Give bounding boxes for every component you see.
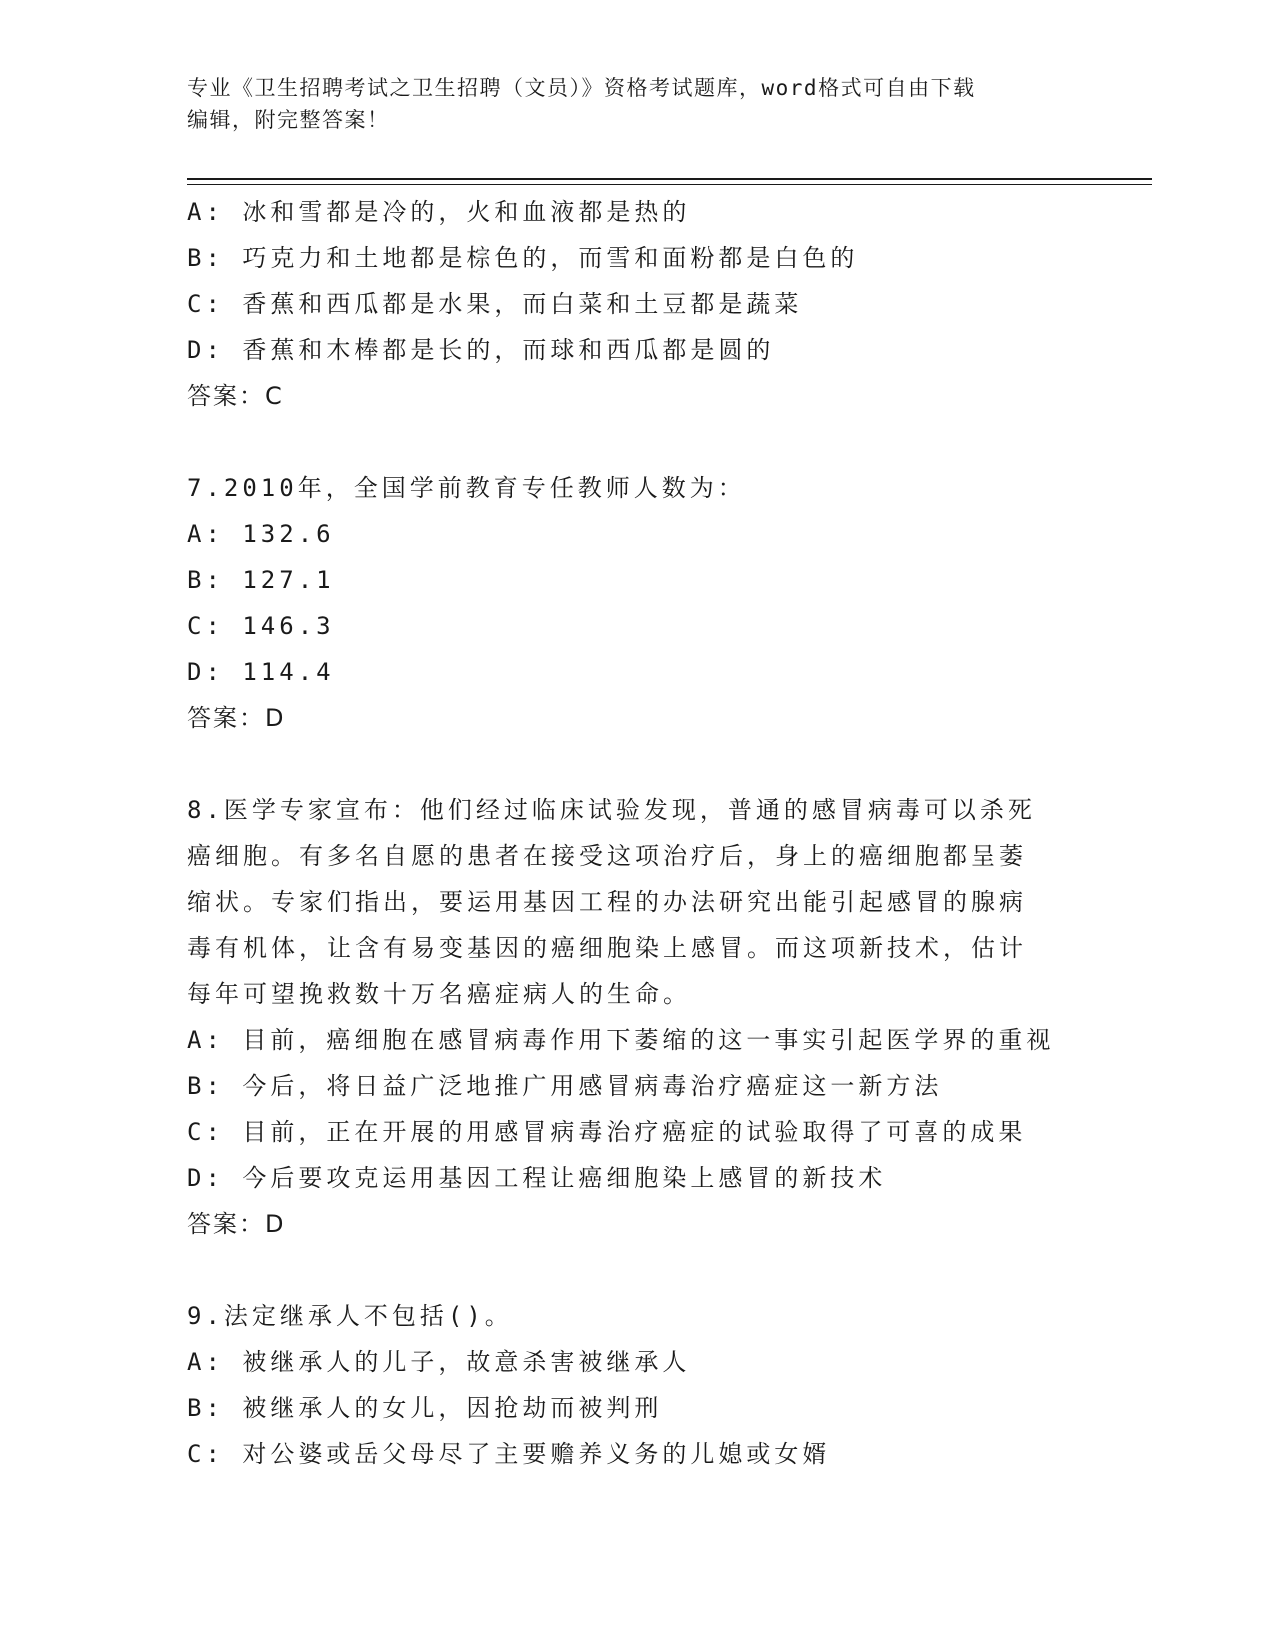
page-header xyxy=(187,72,1087,136)
header-line-2: 编辑，附完整答案！ xyxy=(187,108,390,132)
option-b: B: 今后，将日益广泛地推广用感冒病毒治疗癌症这一新方法 xyxy=(187,1072,943,1100)
question-text-line: 缩状。专家们指出，要运用基因工程的办法研究出能引起感冒的腺病 xyxy=(187,888,1027,916)
option-a: A: 目前，癌细胞在感冒病毒作用下萎缩的这一事实引起医学界的重视 xyxy=(187,1026,1055,1054)
option-a: A: 被继承人的儿子，故意杀害被继承人 xyxy=(187,1348,691,1376)
option-b: B: 巧克力和土地都是棕色的，而雪和面粉都是白色的 xyxy=(187,244,859,272)
question-list xyxy=(187,189,1087,1477)
option-d: D: 香蕉和木棒都是长的，而球和西瓜都是圆的 xyxy=(187,336,775,364)
option-a: A: 冰和雪都是冷的，火和血液都是热的 xyxy=(187,198,691,226)
option-c: C: 146.3 xyxy=(187,612,335,640)
question-text-line: 8.医学专家宣布：他们经过临床试验发现，普通的感冒病毒可以杀死 xyxy=(187,796,1036,824)
option-c: C: 目前，正在开展的用感冒病毒治疗癌症的试验取得了可喜的成果 xyxy=(187,1118,1027,1146)
question-7 xyxy=(187,465,1087,741)
spacer xyxy=(187,419,1087,465)
header-divider-thin xyxy=(187,184,1152,185)
option-d: D: 今后要攻克运用基因工程让癌细胞染上感冒的新技术 xyxy=(187,1164,887,1192)
option-b: B: 被继承人的女儿，因抢劫而被判刑 xyxy=(187,1394,663,1422)
question-text: 9.法定继承人不包括()。 xyxy=(187,1302,513,1330)
option-c: C: 对公婆或岳父母尽了主要赡养义务的儿媳或女婿 xyxy=(187,1440,831,1468)
question-text-line: 癌细胞。有多名自愿的患者在接受这项治疗后，身上的癌细胞都呈萎 xyxy=(187,842,1027,870)
option-b: B: 127.1 xyxy=(187,566,335,594)
question-text-line: 毒有机体，让含有易变基因的癌细胞染上感冒。而这项新技术，估计 xyxy=(187,934,1027,962)
option-c: C: 香蕉和西瓜都是水果，而白菜和土豆都是蔬菜 xyxy=(187,290,803,318)
question-9 xyxy=(187,1293,1087,1477)
question-text: 7.2010年，全国学前教育专任教师人数为： xyxy=(187,474,746,502)
header-divider-thick xyxy=(187,178,1152,180)
option-d: D: 114.4 xyxy=(187,658,335,686)
spacer xyxy=(187,1247,1087,1293)
question-text-line: 每年可望挽救数十万名癌症病人的生命。 xyxy=(187,980,691,1008)
question-6 xyxy=(187,189,1087,419)
spacer xyxy=(187,741,1087,787)
header-line-1: 专业《卫生招聘考试之卫生招聘（文员）》资格考试题库，word格式可自由下载 xyxy=(187,76,976,100)
answer: 答案：D xyxy=(187,1210,286,1238)
question-8 xyxy=(187,787,1087,1247)
option-a: A: 132.6 xyxy=(187,520,335,548)
answer: 答案：C xyxy=(187,382,284,410)
answer: 答案：D xyxy=(187,704,286,732)
